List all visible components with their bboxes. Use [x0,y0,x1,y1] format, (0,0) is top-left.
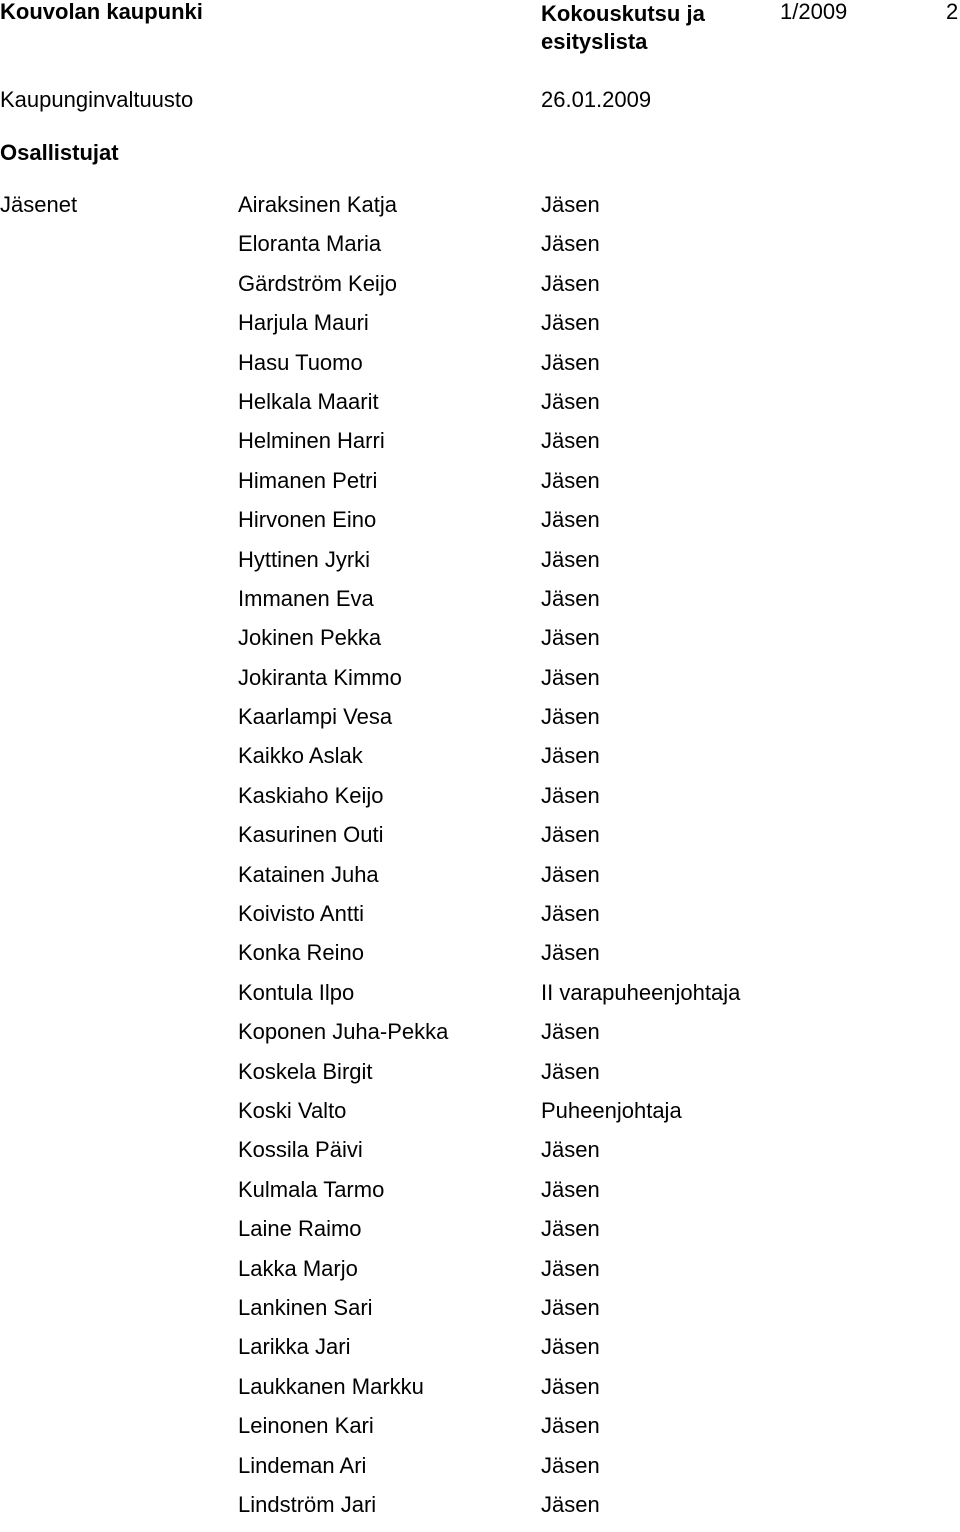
member-role: Jäsen [541,1491,600,1517]
member-role: Jäsen [541,388,600,414]
member-role: Jäsen [541,310,600,336]
member-role: Jäsen [541,664,600,690]
member-role: Jäsen [541,1255,600,1281]
member-name: Koivisto Antti [238,901,364,927]
member-row [0,548,960,587]
member-role: Jäsen [541,546,600,572]
member-role: Jäsen [541,625,600,651]
member-role: Jäsen [541,1216,600,1242]
member-row [0,705,960,744]
member-role: Jäsen [541,1019,600,1045]
member-role: Jäsen [541,349,600,375]
member-name: Eloranta Maria [238,231,382,257]
member-row [0,272,960,311]
member-name: Leinonen Kari [238,1413,374,1439]
member-name: Lakka Marjo [238,1255,358,1281]
member-row [0,784,960,823]
member-role: Jäsen [541,1137,600,1163]
member-row [0,1178,960,1217]
member-name: Jokinen Pekka [238,625,382,651]
member-role: Jäsen [541,192,600,217]
member-role: Jäsen [541,1334,600,1360]
document-type: Kokouskutsu ja esityslista [541,1,705,54]
member-row [0,981,960,1020]
member-name: Harjula Mauri [238,310,369,336]
member-name: Lindström Jari [238,1491,377,1517]
member-row [0,1375,960,1414]
member-role: Jäsen [541,1373,600,1399]
member-row [0,902,960,941]
governing-body: Kaupunginvaltuusto [0,87,194,112]
member-row [0,941,960,980]
member-row [0,1257,960,1296]
member-name: Kossila Päivi [238,1137,363,1163]
member-name: Helkala Maarit [238,388,379,414]
member-name: Airaksinen Katja [238,192,397,217]
member-name: Hirvonen Eino [238,507,377,533]
document-number: 1/2009 [780,0,848,24]
member-name: Kaikko Aslak [238,743,363,769]
member-row [0,863,960,902]
member-row [0,1217,960,1256]
member-name: Kaarlampi Vesa [238,704,393,730]
member-role: Jäsen [541,822,600,848]
member-role: Jäsen [541,1413,600,1439]
member-name: Lankinen Sari [238,1294,373,1320]
member-role: Jäsen [541,1176,600,1202]
member-name: Hyttinen Jyrki [238,546,371,572]
member-role: Jäsen [541,585,600,611]
member-name: Hasu Tuomo [238,349,363,375]
member-name: Lindeman Ari [238,1452,367,1478]
member-row [0,311,960,350]
member-row [0,587,960,626]
member-row [0,1493,960,1532]
member-name: Kaskiaho Keijo [238,782,384,808]
member-name: Kulmala Tarmo [238,1176,385,1202]
member-role: Jäsen [541,270,600,296]
member-row [0,744,960,783]
member-name: Helminen Harri [238,428,385,454]
member-row [0,508,960,547]
member-row [0,1138,960,1177]
member-row [0,823,960,862]
member-name: Gärdström Keijo [238,270,397,296]
member-role: Jäsen [541,861,600,887]
member-row [0,1454,960,1493]
member-role: Jäsen [541,467,600,493]
member-name: Koskela Birgit [238,1058,373,1084]
member-role: Jäsen [541,704,600,730]
member-row [0,232,960,271]
member-row [0,390,960,429]
member-row [0,1060,960,1099]
member-name: Kasurinen Outi [238,822,384,848]
member-row [0,626,960,665]
member-name: Koski Valto [238,1097,347,1123]
member-row [0,1020,960,1059]
member-row [0,429,960,468]
member-role: Jäsen [541,507,600,533]
member-row [0,1335,960,1374]
member-role: Jäsen [541,428,600,454]
member-role: Jäsen [541,1452,600,1478]
group-label: Jäsenet [0,192,78,217]
member-row [0,193,960,232]
member-role: Jäsen [541,1294,600,1320]
member-role: Puheenjohtaja [541,1097,682,1123]
member-role: Jäsen [541,231,600,257]
meeting-date: 26.01.2009 [541,87,652,112]
member-name: Kontula Ilpo [238,979,355,1005]
member-row [0,469,960,508]
organization-name: Kouvolan kaupunki [0,0,203,24]
member-row [0,666,960,705]
member-row [0,1414,960,1453]
member-role: Jäsen [541,1058,600,1084]
member-role: Jäsen [541,743,600,769]
member-name: Koponen Juha-Pekka [238,1019,449,1045]
member-name: Larikka Jari [238,1334,351,1360]
page-number: 2 [946,0,959,24]
member-row [0,351,960,390]
member-row [0,1099,960,1138]
member-role: II varapuheenjohtaja [541,979,741,1005]
member-name: Laukkanen Markku [238,1373,424,1399]
member-role: Jäsen [541,940,600,966]
member-list [0,193,960,1532]
member-role: Jäsen [541,782,600,808]
section-title: Osallistujat [0,140,119,165]
member-name: Katainen Juha [238,861,379,887]
member-name: Laine Raimo [238,1216,362,1242]
member-role: Jäsen [541,901,600,927]
member-name: Jokiranta Kimmo [238,664,402,690]
member-name: Konka Reino [238,940,364,966]
member-row [0,1296,960,1335]
member-name: Himanen Petri [238,467,378,493]
member-name: Immanen Eva [238,585,374,611]
